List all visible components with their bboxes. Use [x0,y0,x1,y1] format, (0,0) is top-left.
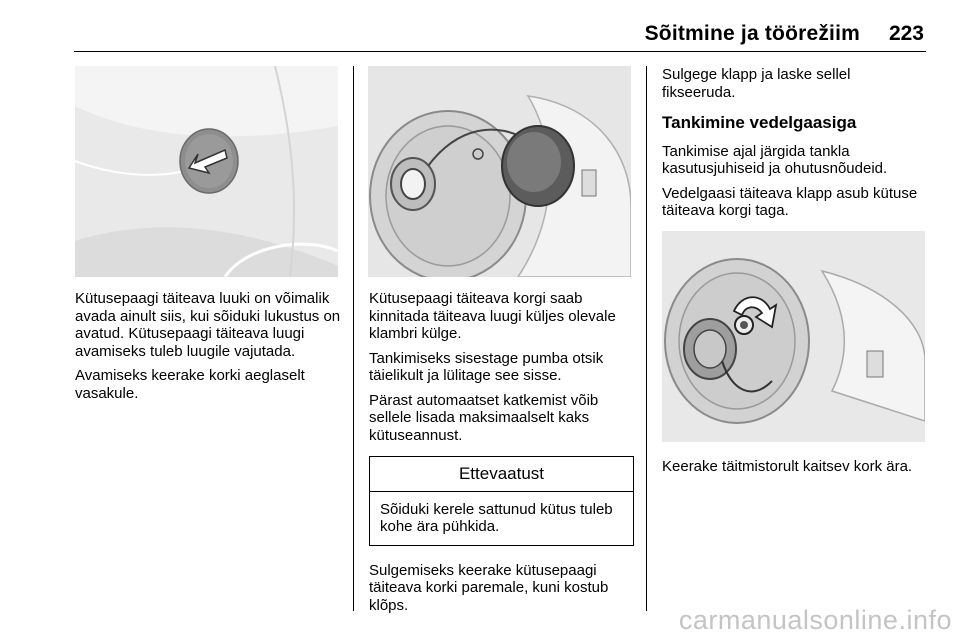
paragraph: Pärast automaatset katkemist võib sellele lisada maksimaalselt kaks kütuseannust. [369,391,599,444]
fuel-cap-clip-illustration [368,66,631,277]
column-3-caption [662,458,937,483]
page-number: 223 [888,22,924,45]
column-divider-2 [646,66,647,611]
lpg-filler-illustration [662,231,925,442]
paragraph: Kütusepaagi täiteava korgi saab kinnitada täiteava luugi küljes olevale klambri külge. [369,290,616,342]
figure-fuel-door-closed [75,66,338,277]
section-title: Sõitmine ja töörežiim [644,22,860,45]
paragraph: Sulgemiseks keerake kütusepaagi täiteava korki paremale, kuni kostub klõps. [369,561,609,614]
figure-fuel-cap-clip [368,66,631,277]
column-3-text-top [662,66,927,227]
paragraph: Tankimiseks sisestage pumba otsik täielikult ja lülitage see sisse. [369,349,604,384]
caption: Keerake täitmistorult kaitsev kork ära. [662,458,913,475]
figure-lpg-filler [662,231,925,442]
paragraph: Kütusepaagi täiteava luuki on võimalik avada ainult siis, kui sõiduki lukustus on avatud. Kütusepaagi täiteava luugi avamiseks tuleb luugile vajutada. [75,290,341,360]
paragraph: Tankimise ajal järgida tankla kasutusjuhiseid ja ohutusnõudeid. [662,142,888,177]
column-divider-1 [353,66,354,611]
column-1-text [75,290,345,409]
caution-box [369,456,634,546]
column-2-text [369,290,634,621]
paragraph: Vedelgaasi täiteava klapp asub kütuse täiteava korgi taga. [662,184,918,219]
watermark: carmanualsonline.info [678,605,952,635]
header-rule [74,51,926,52]
fuel-door-closed-illustration [75,66,338,277]
paragraph: Sulgege klapp ja laske sellel fikseeruda. [662,66,851,101]
caution-body: Sõiduki kerele sattunud kütus tuleb kohe ära pühkida. [380,500,613,535]
subheading: Tankimine vedelgaasiga [662,113,857,132]
caution-title: Ettevaatust [370,457,633,492]
paragraph: Avamiseks keerake korki aeglaselt vasakule. [75,367,305,402]
